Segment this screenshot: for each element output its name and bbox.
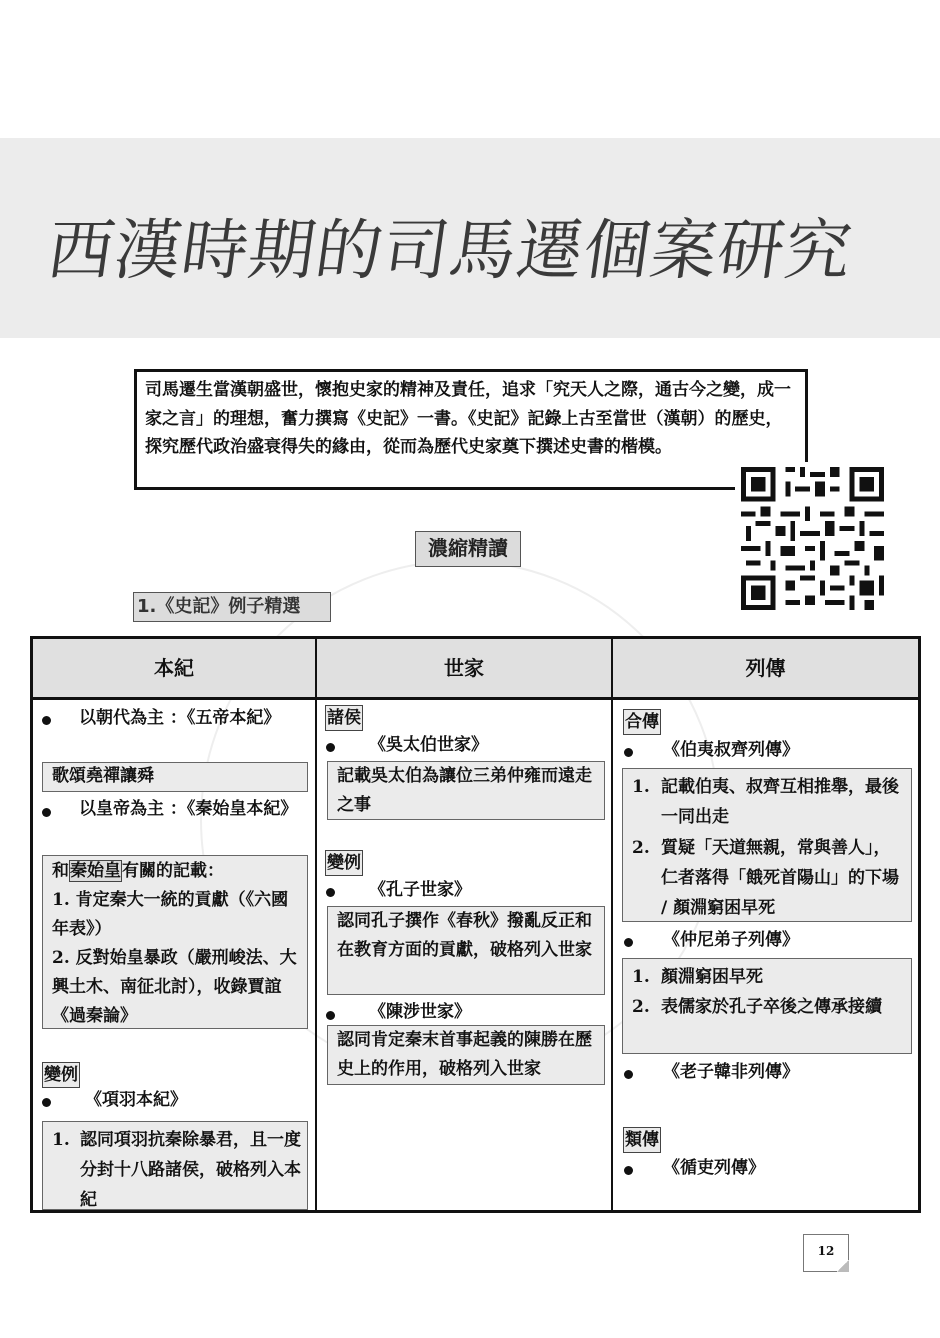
liezhuan-box-1-point-2: 質疑「天道無親，常與善人」，仁者落得「餓死首陽山」的下場 / 顏淵窮困早死: [661, 838, 899, 918]
lead-text: 和: [52, 861, 69, 881]
shijia-box-2: 認同孔子撰作《春秋》撥亂反正和在教育方面的貢獻，破格列入世家: [327, 906, 605, 995]
num-1: 1.: [632, 777, 650, 797]
header-benji: 本紀: [33, 639, 315, 700]
section-heading: 濃縮精讀: [415, 531, 521, 567]
num-2: 2.: [632, 838, 650, 858]
benji-box-2-point-1: 1. 肯定秦大一統的貢獻（《六國年表》）: [52, 890, 289, 939]
qr-code-icon[interactable]: [735, 462, 890, 615]
benji-box-2-point-2: 2. 反對始皇暴政（嚴刑峻法、大興土木、南征北討），收錄賈誼《過秦論》: [52, 948, 297, 1026]
shijia-tag-variant: 變例: [325, 850, 363, 876]
num-2: 2.: [632, 997, 650, 1017]
liezhuan-box-2: [622, 958, 912, 1054]
benji-item-2: 以皇帝為主 ：《秦始皇本紀》: [79, 799, 298, 819]
column-shijia: [317, 639, 613, 1210]
num-1: 1.: [632, 967, 650, 987]
benji-box-1: 歌頌堯禪讓舜: [42, 762, 308, 792]
liezhuan-box-2-point-1: 顏淵窮困早死: [661, 967, 763, 987]
shijia-item-2: 《孔子世家》: [369, 880, 471, 900]
benji-item-1: 以朝代為主 ：《五帝本紀》: [79, 708, 281, 728]
page-number-text: 12: [817, 1244, 835, 1258]
intro-box: 司馬遷生當漢朝盛世，懷抱史家的精神及責任，追求「究天人之際，通古今之變，成一家之言」的理想，奮力撰寫《史記》一書。《史記》記錄上古至當世（漢朝）的歷史，探究歷代政治盛衰得失的緣由，從而為歷代史家奠下撰述史書的楷模。: [134, 369, 808, 490]
liezhuan-tag-hezhuan: 合傳: [623, 709, 661, 735]
cell-liezhuan: [613, 700, 918, 1210]
liezhuan-item-2: 《仲尼弟子列傳》: [663, 930, 799, 950]
num-1: 1.: [52, 1130, 70, 1150]
benji-box-2-lead: [52, 857, 303, 886]
bullet-icon: [624, 938, 633, 947]
lead-tag: 秦始皇: [70, 861, 121, 881]
column-liezhuan: [613, 639, 918, 1210]
example-heading: 1.《史記》例子精選: [133, 592, 331, 622]
liezhuan-box-1-point-1: 記載伯夷、叔齊互相推舉，最後一同出走: [661, 777, 899, 827]
column-benji: [33, 639, 317, 1210]
cell-shijia: [317, 700, 611, 1210]
header-liezhuan: 列傳: [613, 639, 918, 700]
benji-box-3-text: 認同項羽抗秦除暴君，且一度分封十八路諸侯，破格列入本紀: [80, 1130, 301, 1210]
shiji-table: [30, 636, 921, 1213]
liezhuan-item-3: 《老子韓非列傳》: [663, 1062, 799, 1082]
bullet-icon: [624, 748, 633, 757]
shijia-box-3: 認同肯定秦末首事起義的陳勝在歷史上的作用，破格列入世家: [327, 1025, 605, 1085]
page-number: [803, 1234, 849, 1272]
benji-box-2: [42, 855, 308, 1029]
shijia-item-1: 《吳太伯世家》: [369, 735, 488, 755]
liezhuan-box-2-point-2: 表儒家於孔子卒後之傳承接續: [661, 997, 882, 1017]
bullet-icon: [326, 888, 335, 897]
benji-box-3: [42, 1121, 308, 1210]
bullet-icon: [624, 1070, 633, 1079]
page-title: 西漢時期的司馬遷個案研究: [42, 212, 858, 289]
cell-benji: [33, 700, 315, 1210]
shijia-tag-zhuhou: 諸侯: [325, 705, 363, 731]
liezhuan-item-1: 《伯夷叔齊列傳》: [663, 740, 799, 760]
page-fold-icon: [837, 1260, 849, 1272]
liezhuan-box-1: [622, 768, 912, 922]
shijia-item-3: 《陳涉世家》: [369, 1002, 471, 1022]
benji-item-3: 《項羽本紀》: [85, 1090, 187, 1110]
bullet-icon: [42, 716, 51, 725]
benji-variant-tag: 變例: [42, 1062, 80, 1088]
shijia-box-1: 記載吳太伯為讓位三弟仲雍而遠走之事: [327, 761, 605, 820]
liezhuan-item-4: 《循吏列傳》: [663, 1158, 765, 1178]
header-shijia: 世家: [317, 639, 611, 700]
bullet-icon: [42, 1098, 51, 1107]
liezhuan-tag-leizhuan: 類傳: [623, 1127, 661, 1153]
bullet-icon: [624, 1166, 633, 1175]
lead-text: 有關的記載：: [122, 861, 224, 881]
bullet-icon: [326, 743, 335, 752]
bullet-icon: [42, 808, 51, 817]
bullet-icon: [326, 1011, 335, 1020]
